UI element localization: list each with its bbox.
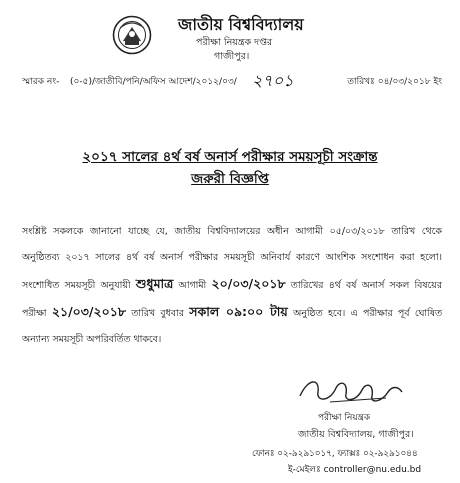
city-name: গাজীপুর। bbox=[214, 51, 250, 62]
body-part-2: আগামী bbox=[178, 280, 207, 291]
contact-email bbox=[288, 462, 421, 477]
body-emphasis-date2: ২১/০৩/২০১৮ bbox=[51, 304, 126, 319]
body-emphasis-date1: ২০/০৩/২০১৮ bbox=[211, 276, 286, 291]
email-label: ই-মেইলঃ bbox=[288, 465, 321, 475]
institution-name: জাতীয় বিশ্ববিদ্যালয় bbox=[178, 15, 304, 34]
memo-handwritten-number: ২৭০১ bbox=[252, 71, 294, 90]
fax-label: ফ্যাক্সঃ bbox=[337, 449, 361, 459]
signatory-institution: জাতীয় বিশ্ববিদ্যালয়, গাজীপুর। bbox=[298, 429, 414, 440]
memo-date bbox=[347, 74, 442, 89]
notice-title-line1: ২০১৭ সালের ৪র্থ বর্ষ অনার্স পরীক্ষার সময়সূচী সংক্রান্ত bbox=[82, 149, 378, 165]
body-emphasis-only: শুধুমাত্র bbox=[135, 276, 174, 291]
body-part-5: অনুষ্ঠিত হবে। এ পরীক্ষার পূর্ব ঘোষিত অন্যান্য সময়সূচী অপরিবর্তিত থাকবে। bbox=[22, 308, 443, 345]
phone-number: ০২-৯২৯১০১৭, bbox=[277, 449, 335, 459]
body-emphasis-time: সকাল ০৯:০০ টায় bbox=[189, 304, 288, 319]
contact-phone-fax bbox=[252, 446, 418, 461]
memo-reference: (০-৫)/জাতীবি/পনি/অফিস আদেশ/২০১২/০৩/ bbox=[70, 77, 237, 87]
university-logo-icon bbox=[112, 14, 152, 56]
body-part-4: তারিখ বুধবার bbox=[131, 308, 184, 319]
date-label: তারিখঃ bbox=[347, 77, 375, 87]
notice-body bbox=[22, 219, 442, 353]
memo-row bbox=[22, 72, 442, 90]
memo-label: স্মারক নং- bbox=[22, 77, 60, 87]
signature-icon bbox=[290, 372, 410, 408]
date-value: ০৪/০৩/২০১৮ ইং bbox=[377, 77, 442, 87]
notice-title-line2: জরুরী বিজ্ঞপ্তি bbox=[191, 171, 269, 187]
body-part-3: তারিখের ৪র্থ বর্ষ অনার্স সকল বিষয়ের পরীক্ষা bbox=[22, 280, 442, 319]
fax-number: ০২-৯২৯১০৪৪ bbox=[362, 449, 418, 459]
department-name: পরীক্ষা নিয়ন্ত্রক দপ্তর bbox=[196, 37, 273, 48]
body-part-1: সংশ্লিষ্ট সকলকে জানানো যাচ্ছে যে, জাতীয় বিশ্ববিদ্যালয়ের অধীন আগামী ০৫/০৩/২০১৮ তারিখ থেকে অনুষ্ঠিতব্য ২০১৭ সালের ৪র্থ বর্ষ অনার্স পরীক্ষার সময়সূচী অনিবার্য কারণে আংশিক সংশোধন করা হলো। সংশোধিত সময়সূচী অনুযায়ী bbox=[22, 226, 442, 291]
email-address[interactable]: controller@nu.edu.bd bbox=[323, 465, 422, 475]
phone-label: ফোনঃ bbox=[252, 449, 275, 459]
signatory-title: পরীক্ষা নিয়ন্ত্রক bbox=[318, 413, 371, 423]
